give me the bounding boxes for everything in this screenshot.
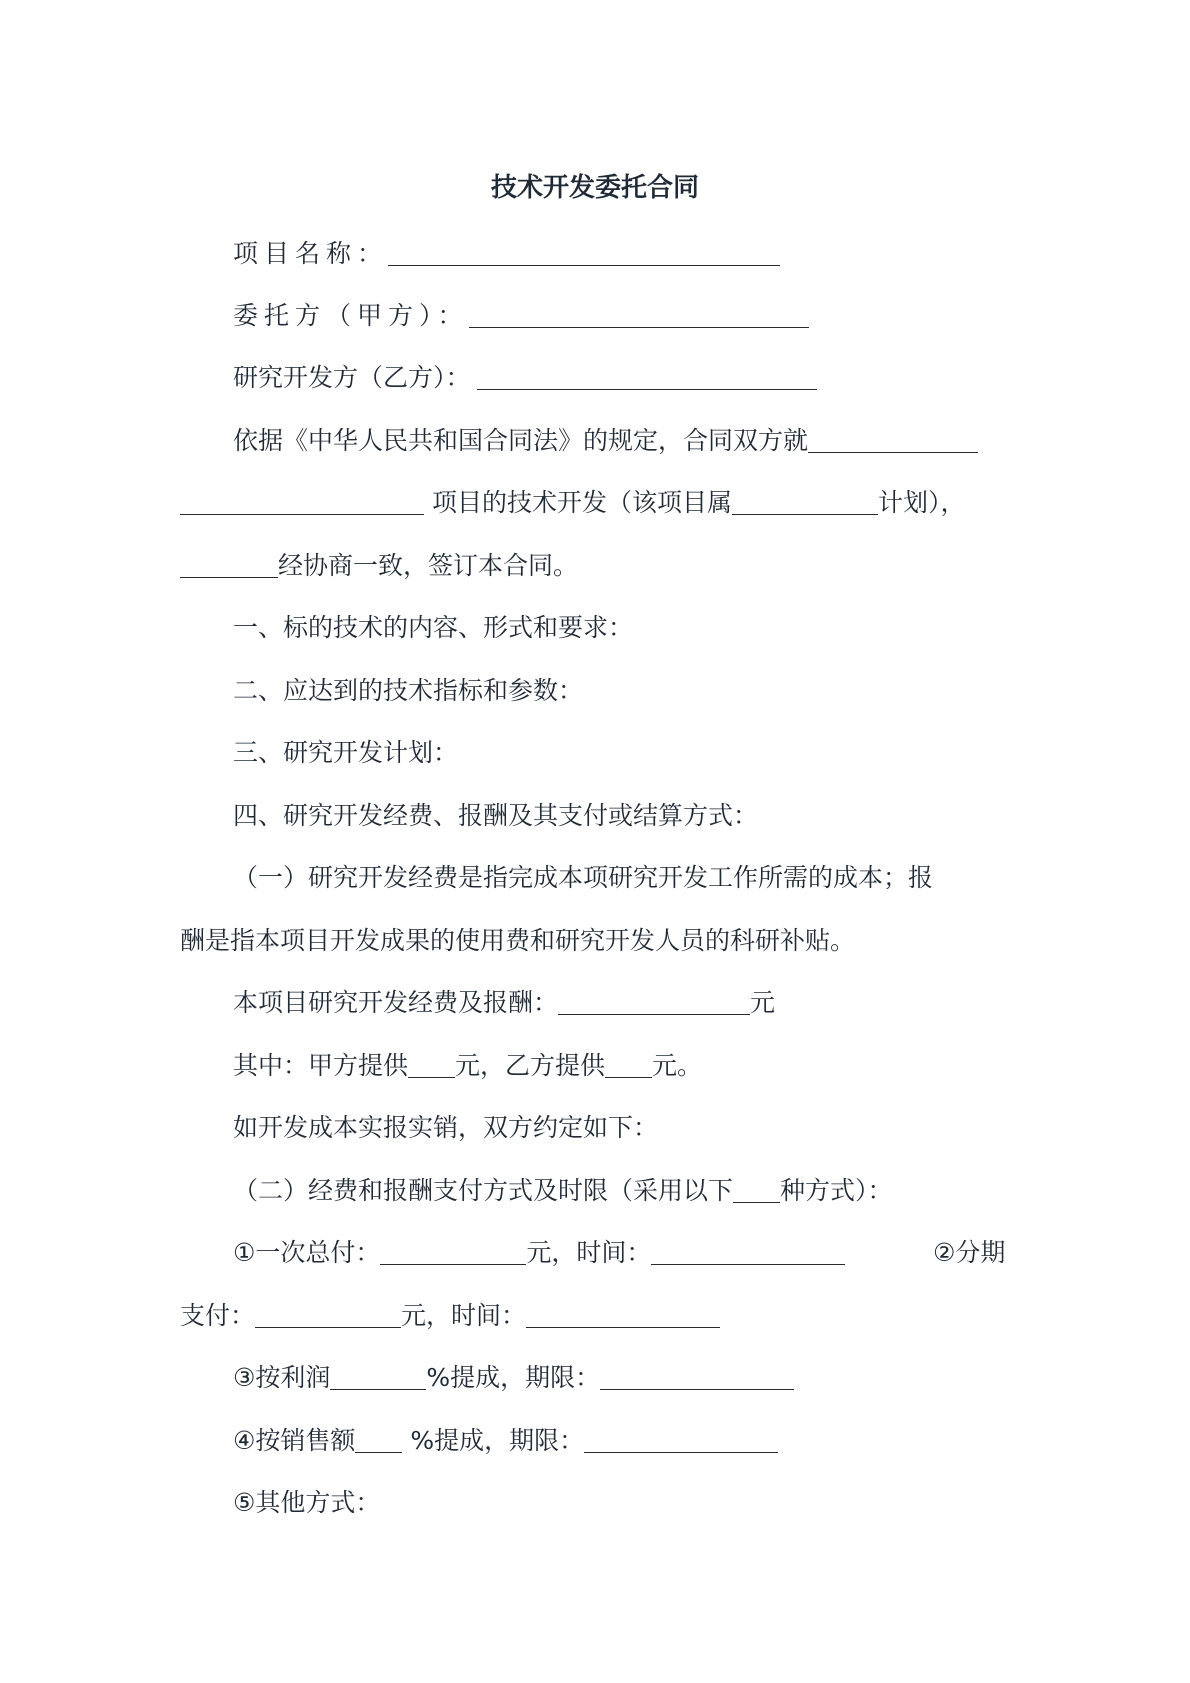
project-name-label: 项目名称： [233, 239, 389, 268]
clause-1-line-1: （一）研究开发经费是指完成本项研究开发工作所需的成本；报 [233, 863, 934, 892]
clause-2-text-a: （二）经费和报酬支付方式及时限（采用以下 [233, 1176, 734, 1205]
total-fee-blank[interactable] [558, 984, 750, 1015]
basis-blank-2[interactable] [180, 484, 424, 515]
option-3-label: ③按利润 [233, 1363, 331, 1392]
option-2-time-label: 元，时间： [401, 1301, 527, 1330]
clause-2-text-b: 种方式）： [780, 1176, 893, 1205]
option-1-line [233, 1233, 1013, 1273]
option-4-percent-blank[interactable] [355, 1422, 402, 1453]
fee-split-text-a: 其中：甲方提供 [233, 1051, 409, 1080]
basis-line-3 [180, 546, 578, 586]
option-2-label: ②分期 [933, 1238, 1006, 1267]
project-name-line [233, 234, 780, 274]
plan-blank[interactable] [732, 484, 878, 515]
option-3-line [233, 1358, 794, 1398]
option-3-term-label: %提成，期限： [426, 1363, 601, 1392]
option-4-label: ④按销售额 [233, 1426, 356, 1455]
developer-blank[interactable] [477, 359, 817, 390]
project-name-blank[interactable] [388, 235, 780, 266]
section-4-heading: 四、研究开发经费、报酬及其支付或结算方式： [233, 801, 759, 830]
party-a-fee-blank[interactable] [408, 1047, 455, 1078]
option-1-time-label: 元，时间： [526, 1238, 652, 1267]
client-label: 委托方（甲方）： [233, 301, 469, 330]
developer-label: 研究开发方（乙方）： [233, 363, 471, 392]
option-3-percent-blank[interactable] [330, 1359, 426, 1390]
option-2-amount-blank[interactable] [255, 1297, 401, 1328]
option-2-time-blank[interactable] [526, 1297, 720, 1328]
basis-text-3: 计划）， [878, 488, 966, 517]
option-2-line [180, 1296, 720, 1336]
method-count-blank[interactable] [733, 1172, 780, 1203]
basis-text-2: 项目的技术开发（该项目属 [432, 488, 733, 517]
party-b-fee-blank[interactable] [605, 1047, 652, 1078]
option-4-line [233, 1421, 778, 1461]
developer-line [233, 358, 817, 398]
clause-1-line-2: 酬是指本项目开发成果的使用费和研究开发人员的科研补贴。 [180, 926, 856, 955]
basis-blank-1[interactable] [808, 422, 978, 453]
total-fee-label: 本项目研究开发经费及报酬： [233, 988, 559, 1017]
client-blank[interactable] [469, 297, 809, 328]
fee-split-text-c: 元。 [652, 1051, 703, 1080]
option-4-term-label: %提成，期限： [402, 1426, 585, 1455]
option-1-amount-blank[interactable] [380, 1234, 526, 1265]
clause-2-line [233, 1171, 893, 1211]
option-2-pay-label: 支付： [180, 1301, 256, 1330]
actual-cost-line: 如开发成本实报实销，双方约定如下： [233, 1113, 659, 1142]
total-fee-unit: 元 [750, 988, 776, 1017]
fee-split-line [233, 1046, 702, 1086]
basis-blank-3[interactable] [180, 547, 278, 578]
basis-line-2 [180, 483, 966, 523]
option-1-time-blank[interactable] [651, 1234, 845, 1265]
option-3-term-blank[interactable] [600, 1359, 794, 1390]
document-title: 技术开发委托合同 [490, 173, 699, 203]
fee-split-text-b: 元，乙方提供 [455, 1051, 606, 1080]
section-2-heading: 二、应达到的技术指标和参数： [233, 676, 584, 705]
option-1-label: ①一次总付： [233, 1238, 381, 1267]
option-4-term-blank[interactable] [584, 1422, 778, 1453]
basis-text-1: 依据《中华人民共和国合同法》的规定，合同双方就 [233, 426, 809, 455]
basis-line-1 [233, 421, 978, 461]
section-3-heading: 三、研究开发计划： [233, 738, 459, 767]
total-fee-line [233, 983, 775, 1023]
basis-text-4: 经协商一致，签订本合同。 [278, 551, 579, 580]
client-line [233, 296, 809, 336]
option-5-line: ⑤其他方式： [233, 1488, 381, 1517]
section-1-heading: 一、标的技术的内容、形式和要求： [233, 613, 634, 642]
